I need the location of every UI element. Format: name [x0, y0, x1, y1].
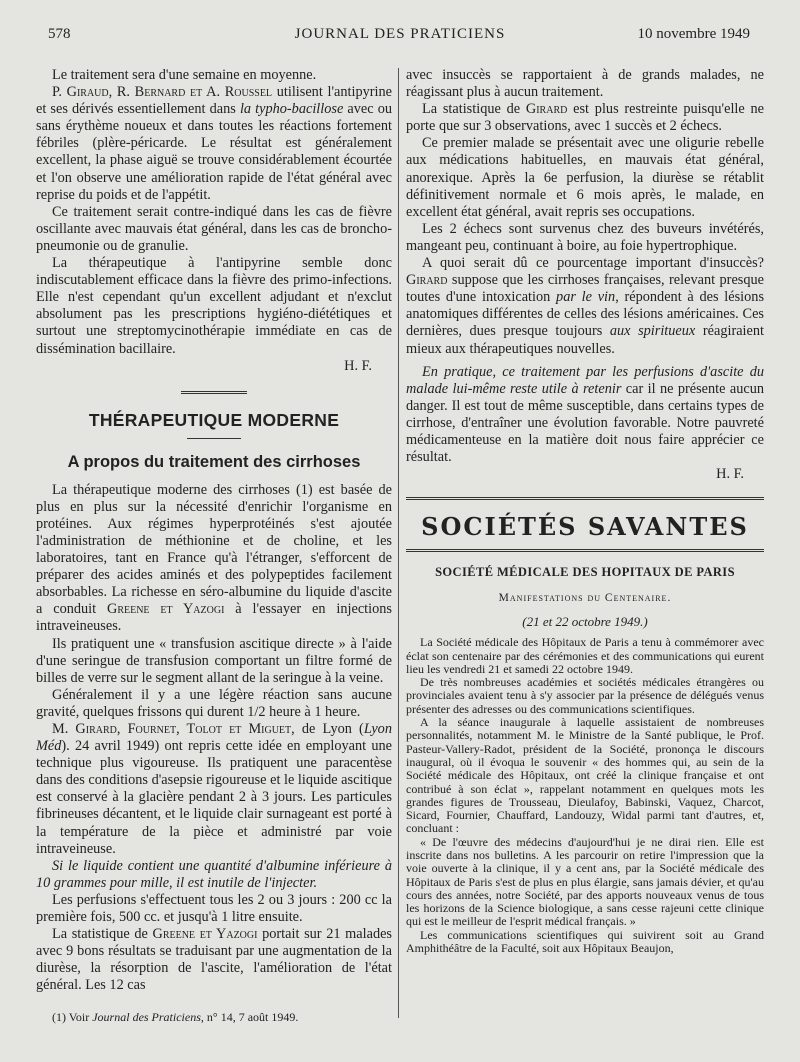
meeting-dates: (21 et 22 octobre 1949.): [522, 614, 648, 630]
left-column: [36, 67, 392, 1026]
paragraph: [36, 858, 392, 892]
paragraph: La thérapeutique à l'antipyrine semble donc indiscutablement efficace dans la fièvre des primo-infections. Elle n'est cependant qu'un excellent adjudant et n'exclut absolument pas les prescriptions hygiéno-diététiques et surtout une streptomycinothérapie immédiate en cas de dissémination bacillaire.: [36, 255, 392, 357]
italic-term: aux spiritueux: [609, 323, 696, 340]
paragraph: Les 2 échecs sont survenus chez des buveurs invétérés, mangeant peu, continuant à boire, au foie hypertrophique.: [406, 220, 764, 254]
paragraph: [406, 364, 764, 467]
signature: H. F.: [344, 357, 372, 374]
paragraph: Ils pratiquent une « transfusion ascitique directe » à l'aide d'une seringue de transfusion comportant un filtre formé de billes de verre sur le segment allant de la seringue à la veine.: [36, 635, 392, 686]
paragraph: Ce premier malade se présentait avec une oligurie rebelle aux médications habituelles, en mauvais état général, anorexique. Après la 6e perfusion, la diurèse se rétablit définitivement normale et 6 mois après, le malade, en excellent état général, avait repris ses occupations.: [406, 135, 764, 220]
italic-term: par le vin: [556, 289, 616, 306]
paragraph: Le traitement sera d'une semaine en moyenne.: [52, 67, 317, 83]
text-run: , répondent à des lésions anatomiques différentes de celles des lésions américaines. Ces dernières, dues presque toujours: [406, 289, 765, 340]
text-run: La statistique de: [52, 926, 153, 943]
issue-date: 10 novembre 1949: [637, 26, 750, 42]
divider-rule: [406, 497, 764, 500]
paragraph: Les communications scientifiques qui suivirent soit au Grand Amphithéâtre de la Faculté, soit aux Hôpitaux Beaujon,: [406, 927, 764, 956]
italic-term: Journal des Praticiens: [92, 1009, 201, 1024]
paragraph: Les perfusions s'effectuent tous les 2 ou 3 jours : 200 cc la première fois, 500 cc. et jusqu'à 1 litre ensuite.: [36, 891, 392, 926]
text-run: suppose que les cirrhoses françaises, relevant presque toutes d'une intoxication: [406, 272, 764, 306]
text-run: réagiraient mieux aux thérapeutiques nouvelles.: [406, 323, 764, 357]
author-names: M. Girard, Fournet, Tolot et Miguet: [52, 721, 292, 737]
divider-rule: [406, 549, 764, 552]
text-run: (1) Voir: [52, 1009, 93, 1024]
author-names: Girard: [406, 272, 448, 289]
divider-rule: [187, 438, 241, 439]
text-run: car il ne présente aucun danger. Il est tout de même susceptible, dans certains types de cirrhose, d'entraîner une évolution favorable. Notre pauvreté médicamenteuse en la matière doit nous faire apprécier ce résultat.: [406, 380, 765, 466]
text-run: , n° 14, 7 août 1949.: [200, 1009, 299, 1024]
italic-term: la typho-bacillose: [239, 101, 344, 118]
page-header: [46, 26, 754, 48]
journal-title: JOURNAL DES PRATICIENS: [294, 26, 506, 42]
italic-term: Lyon Méd: [36, 721, 392, 755]
paragraph: [406, 101, 764, 135]
right-column: [406, 67, 764, 955]
paragraph: [406, 255, 764, 358]
paragraph: Généralement il y a une légère réaction sans aucune gravité, quelques frissons qui durent 1/2 heure à 1 heure.: [36, 686, 392, 720]
paragraph: [36, 482, 392, 636]
paragraph: « De l'œuvre des médecins d'aujourd'hui je ne dirai rien. Elle est inscrite dans nos bulletins. A les parcourir on retire l'impression que la voie ouverte à la clinique, il y a cent ans, par la Société médicale des Hôpitaux de Paris s'est de plus en plus élargie, sans jamais dévier, et qu'au cours des années, notre Société, par des apports nouveaux venus de tous les horizons de la Science biologique, a sans cesse rajeuni cette clinique qui est le meilleur de l'esprit médical français. »: [406, 834, 764, 929]
text-run: La statistique de: [422, 101, 526, 118]
author-names: Girard: [525, 101, 568, 118]
text-run: A quoi serait dû ce pourcentage important d'insuccès?: [422, 255, 764, 272]
paragraph: [36, 84, 392, 204]
page-number: 578: [48, 26, 71, 42]
manifestations-subtitle: Manifestations du Centenaire.: [498, 592, 672, 605]
paragraph: avec insuccès se rapportaient à de grands malades, ne réagissant plus à aucun traitement.: [406, 67, 764, 101]
text-run: est plus restreinte puisqu'elle ne porte que sur 3 observations, avec 1 succès et 2 échecs.: [406, 101, 765, 135]
paragraph: La Société médicale des Hôpitaux de Paris a tenu à commémorer avec éclat son centenaire par des cérémonies et des communications qui eurent lieu les vendredi 21 et samedi 22 octobre 1949.: [406, 635, 764, 676]
society-title: SOCIÉTÉ MÉDICALE DES HOPITAUX DE PARIS: [435, 565, 735, 580]
text-run: ). 24 avril 1949) ont repris cette idée en employant une technique plus vigoureuse. Ils pratiquent une paracentèse dans des conditions d'asepsie rigoureuse et le liquide ascitique est conservé à la glacière pendant 2 à 3 jours. Les particules fibrineuses décantent, et le liquide clair surnageant est porté à la température de la pièce et administré par voie intraveineuse.: [36, 738, 392, 857]
article-title: A propos du traitement des cirrhoses: [67, 452, 361, 471]
column-divider: [398, 68, 399, 1018]
italic-paragraph: Si le liquide contient une quantité d'albumine inférieure à 10 grammes pour mille, il est inutile de l'injecter.: [36, 857, 392, 891]
paragraph: A la séance inaugurale à laquelle assistaient de nombreuses personnalités, notamment M. le Ministre de la Santé publique, le Prof. Pasteur-Vallery-Radot, président de la Société, prononça le discours inaugural, où il évoqua le souvenir « des hommes qui, au sein de la Société médicale des Hôpitaux, ont créé la clinique française et ont contribué à son éclat », rappelant notamment en quelques mots les grandes figures de Trousseau, Dieulafoy, Babinski, Vaquez, Charcot, Sicard, Fournier, Chauffard, Landouzy, Widal parmi tant d'autres, et, concluant :: [406, 715, 764, 836]
text-run: La thérapeutique moderne des cirrhoses (1) est basée de plus en plus sur la nécessité d'enrichir l'organisme en protéines. Aux régimes hyperprotéinés s'est ajoutée l'administration de méthionine et de choline, et les laboratoires, tant en France qu'à l'étranger, s'efforcent de préparer des acides aminés et des polypeptides facilement absorbables. La richesse en séro-albumine du liquide d'ascite a conduit: [36, 481, 392, 618]
paragraph: [36, 721, 392, 858]
text-run: utilisent l'antipyrine et ses dérivés essentiellement dans: [36, 84, 392, 118]
author-names: P. Giraud, R. Bernard et A. Roussel: [52, 84, 273, 101]
author-names: Greene et Yazogi: [152, 926, 258, 943]
text-run: à l'essayer en injections intraveineuses.: [36, 601, 392, 635]
paragraph: [36, 926, 392, 994]
signature: H. F.: [716, 466, 744, 483]
footnote: [36, 1009, 392, 1026]
italic-term: En pratique, ce traitement par les perfusions d'ascite du malade lui-même reste utile à retenir: [406, 363, 764, 397]
divider-rule: [181, 391, 247, 394]
paragraph: De très nombreuses académies et sociétés médicales étrangères ou provinciales avaient tenu à s'y associer par la présence de délégués venus présenter des adresses ou des communications scientifiques.: [406, 675, 764, 716]
section-title: THÉRAPEUTIQUE MODERNE: [88, 409, 340, 430]
author-names: Greene et Yazogi: [107, 601, 225, 618]
text-run: portait sur 21 malades avec 9 bons résultats se traduisant par une augmentation de la diurèse, la résorption de l'ascite, l'amélioration de l'état général. Les 12 cas: [36, 926, 392, 994]
text-run: avec ou sans érythème noueux et dans toutes les réactions fortement fébriles (plère-péricarde. Le résultat est généralement excellent, la phase aiguë se trouve considérablement écourtée et l'on observe une amélioration rapide de l'état général avec reprise du poids et de l'appétit.: [36, 101, 392, 203]
section-title: SOCIÉTÉS SAVANTES: [421, 512, 749, 542]
paragraph: Ce traitement serait contre-indiqué dans les cas de fièvre oscillante avec mauvais état général, dans les cas de broncho-pneumonie ou de granulie.: [36, 203, 392, 254]
text-run: , de Lyon (: [291, 721, 364, 737]
